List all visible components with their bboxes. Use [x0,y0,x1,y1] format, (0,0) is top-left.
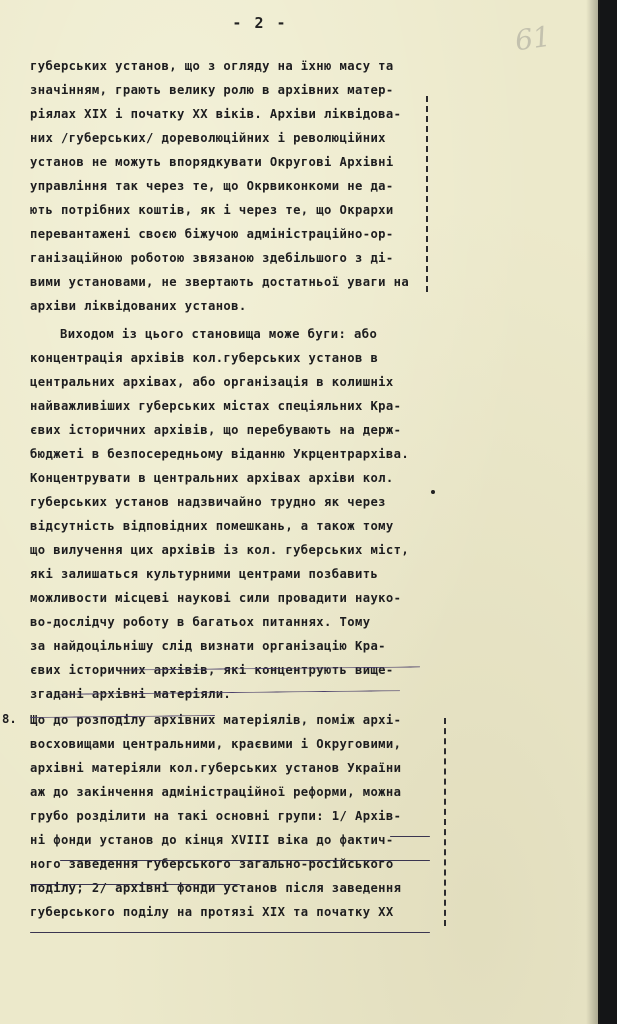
paragraph-number: 8. [2,712,17,726]
text-line: установ не можуть впорядкувати Округові Архівні [30,155,394,169]
margin-dashed-line-upper [426,96,428,292]
text-line: губерських установ надзвичайно трудно як через [30,495,386,509]
pen-underline [30,932,430,933]
page-number: - 2 - [232,14,288,32]
text-line: восховищами центральними, краєвими і Округовими, [30,737,402,751]
pen-underline [390,836,430,837]
text-line: перевантажені своєю біжучою адміністраційно-ор- [30,227,394,241]
text-line: ганізаційною роботою звязаною здебільшого з ді- [30,251,394,265]
text-line: грубо розділити на такі основні групи: 1/ Архів- [30,809,402,823]
archive-folio-mark: 61 [512,19,553,58]
scan-background-edge [600,0,617,1024]
pen-underline [60,860,430,861]
text-line: згадані архівні матеріяли. [30,687,232,701]
text-line: Концентрувати в центральних архівах архіви кол. [30,471,394,485]
margin-dashed-line-lower [444,718,446,926]
text-line: архіви ліквідованих установ. [30,299,247,313]
text-line: во-дослідчу роботу в багатьох питаннях. Тому [30,615,371,629]
text-line: ного заведення губерського загально-російського [30,857,394,871]
text-line: євих історичних архівів, які концентрують вище- [30,663,394,677]
text-line: які залишаться культурними центрами позбавить [30,567,379,581]
text-line: відсутність відповідних помешкань, а також тому [30,519,394,533]
text-line: Виходом із цього становища може буги: або [60,327,378,341]
text-line: ріялах XIX і початку XX віків. Архіви ліквідова- [30,107,402,121]
text-line: губерських установ, що з огляду на їхню масу та [30,59,394,73]
text-line: них /губерських/ дореволюційних і революційних [30,131,386,145]
text-line: управління так через те, що Окрвиконкоми не да- [30,179,394,193]
text-line: центральних архівах, або організація в колишніх [30,375,394,389]
margin-dot-mark [431,490,435,494]
text-line: поділу; 2/ архівні фонди установ після заведення [30,881,402,895]
text-line: ють потрібних коштів, як і через те, що Окрархи [30,203,394,217]
text-line: губерського поділу на протязі XIX та початку XX [30,905,394,919]
text-line: за найдоцільнішу слід визнати організацію Кра- [30,639,386,653]
text-line: значінням, грають велику ролю в архівних матер- [30,83,394,97]
text-line: ні фонди установ до кінця XVIII віка до фактич- [30,833,394,847]
text-line: аж до закінчення адміністраційної реформи, можна [30,785,402,799]
text-line: бюджеті в безпосередньому віданню Укрцентрархіва. [30,447,410,461]
text-line: Що до розподілу архівних матеріялів, поміж архі- [30,713,402,727]
text-line: концентрація архівів кол.губерських установ в [30,351,379,365]
text-line: євих історичних архівів, що перебувають на держ- [30,423,402,437]
text-line: вими установами, не звертають достатньої уваги на [30,275,410,289]
text-line: можливости місцеві наукові сили провадити науко- [30,591,402,605]
pen-underline [30,884,240,885]
text-line: що вилучення цих архівів із кол. губерських міст, [30,543,410,557]
text-line: найважливіших губерських містах спеціяльних Кра- [30,399,402,413]
text-line: архівні матеріяли кол.губерських установ України [30,761,402,775]
page-fold-shadow [586,0,600,1024]
